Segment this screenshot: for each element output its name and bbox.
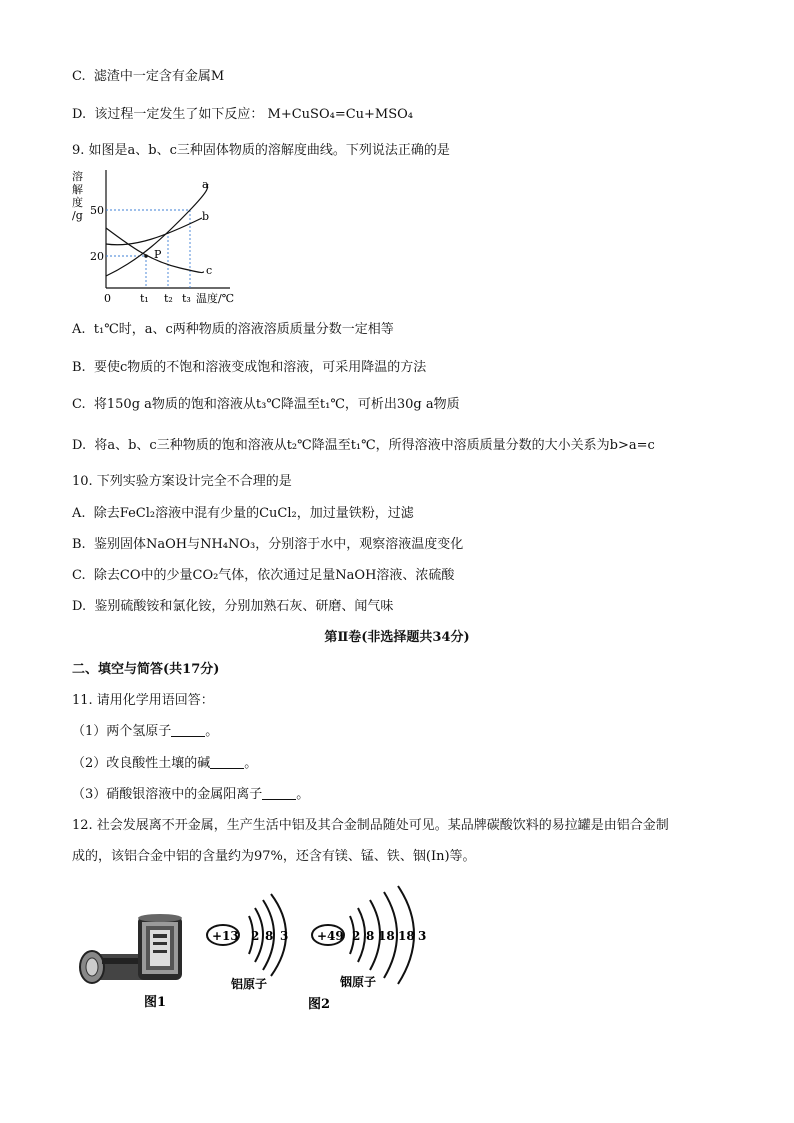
- atom-name: 铟原子: [340, 975, 377, 989]
- option-text: 要使c物质的不饱和溶液变成饱和溶液，可采用降温的方法: [93, 360, 427, 375]
- shell-1-count: 2: [352, 929, 361, 943]
- answer-blank[interactable]: [171, 724, 205, 737]
- point-p: [144, 254, 148, 258]
- option-text: 鉴别固体NaOH与NH₄NO₃，分别溶于水中，观察溶液温度变化: [93, 537, 464, 552]
- option-text: 将a、b、c三种物质的饱和溶液从t₂℃降温至t₁℃，所得溶液中溶质质量分数的大小关系为b>a=c: [94, 438, 655, 453]
- q11-item-3: [72, 786, 309, 804]
- option-prefix: C.: [72, 568, 86, 583]
- option-text: 鉴别硫酸铵和氯化铵，分别加熟石灰、研磨、闻气味: [94, 599, 394, 614]
- q9-option-b: [72, 359, 426, 377]
- q12-text-line1: 12. 社会发展离不开金属，生产生活中铝及其合金制品随处可见。某品牌碳酸饮料的易拉罐是由铝合金制: [72, 818, 669, 833]
- xtick-t2: t₂: [164, 292, 173, 305]
- origin-label: 0: [104, 292, 111, 305]
- curve-b: [106, 218, 202, 245]
- ytick-50: 50: [90, 204, 104, 217]
- q10-option-b: [72, 536, 463, 554]
- option-prefix: C.: [72, 397, 86, 412]
- y-axis-label-1: 溶: [72, 170, 83, 183]
- y-axis-label-4: /g: [72, 209, 83, 222]
- xtick-t3: t₃: [182, 292, 191, 305]
- atom-name: 铝原子: [231, 977, 268, 991]
- shell-1-count: 2: [251, 929, 260, 943]
- q12-text-line2: 成的，该铝合金中铝的含量约为97%，还含有镁、锰、铁、铟(In)等。: [72, 849, 476, 864]
- item-end: 。: [205, 724, 219, 739]
- q8-option-d: [72, 106, 413, 124]
- q9-option-c: [72, 396, 460, 414]
- q10-option-c: [72, 567, 454, 585]
- item-end: 。: [296, 787, 310, 802]
- reaction-formula: M+CuSO₄=Cu+MSO₄: [267, 107, 414, 122]
- answer-blank[interactable]: [210, 756, 244, 769]
- curve-a: [106, 184, 208, 276]
- aluminum-atom-structure: [205, 888, 305, 1000]
- curve-a-label: a: [202, 178, 209, 191]
- nucleus-charge: +49: [317, 929, 344, 943]
- option-text: t₁℃时，a、c两种物质的溶液溶质质量分数一定相等: [93, 322, 394, 337]
- option-text: 除去FeCl₂溶液中混有少量的CuCl₂，加过量铁粉，过滤: [93, 506, 414, 521]
- item-label: （3）硝酸银溶液中的金属阳离子: [72, 787, 263, 802]
- q11-item-2: [72, 755, 257, 773]
- figure1-cans-image: [72, 912, 202, 1012]
- shell-3-count: 3: [280, 929, 289, 943]
- standing-can: [138, 914, 182, 980]
- section-title: 第Ⅱ卷(非选择题共34分): [324, 630, 470, 645]
- answer-blank[interactable]: [262, 787, 296, 800]
- option-text: 将150g a物质的饱和溶液从t₃℃降温至t₁℃，可析出30g a物质: [93, 397, 460, 412]
- item-end: 。: [244, 756, 258, 771]
- q10-option-a: [72, 505, 414, 523]
- shell-2-count: 8: [265, 929, 274, 943]
- q11-stem: 11. 请用化学用语回答：: [72, 693, 214, 708]
- q9-option-d: [72, 437, 655, 455]
- curve-c-label: c: [206, 264, 213, 277]
- figure1-label: 图1: [144, 995, 167, 1010]
- option-text: 该过程一定发生了如下反应：: [94, 107, 264, 122]
- curve-b-label: b: [202, 210, 210, 223]
- figure2-label: 图2: [308, 997, 331, 1012]
- shell-2-count: 8: [366, 929, 375, 943]
- q9-stem: 9. 如图是a、b、c三种固体物质的溶解度曲线。下列说法正确的是: [72, 143, 450, 158]
- q9-option-a: [72, 321, 394, 339]
- indium-atom-structure: [306, 880, 446, 1020]
- nucleus-charge: +13: [212, 929, 239, 943]
- y-axis-label-3: 度: [72, 196, 83, 209]
- option-prefix: D.: [72, 438, 87, 453]
- option-prefix: D.: [72, 107, 87, 122]
- shell-4-count: 18: [398, 929, 415, 943]
- option-prefix: A.: [72, 322, 86, 337]
- x-axis-label: 温度/℃: [196, 292, 235, 305]
- item-label: （2）改良酸性土壤的碱: [72, 756, 211, 771]
- shell-5-count: 3: [418, 929, 427, 943]
- option-prefix: A.: [72, 506, 86, 521]
- option-prefix: B.: [72, 537, 86, 552]
- xtick-t1: t₁: [140, 292, 149, 305]
- q8-option-c: [72, 68, 224, 86]
- part-title: 二、填空与简答(共17分): [72, 662, 220, 677]
- option-text: 滤渣中一定含有金属M: [93, 69, 225, 84]
- option-prefix: C.: [72, 69, 86, 84]
- option-prefix: B.: [72, 360, 86, 375]
- q10-stem: 10. 下列实验方案设计完全不合理的是: [72, 474, 292, 489]
- ytick-20: 20: [90, 250, 104, 263]
- option-text: 除去CO中的少量CO₂气体，依次通过足量NaOH溶液、浓硫酸: [93, 568, 455, 583]
- option-prefix: D.: [72, 599, 87, 614]
- y-axis-label-2: 解: [72, 183, 83, 196]
- solubility-curve-graph: [70, 166, 250, 312]
- q10-option-d: [72, 598, 393, 616]
- item-label: （1）两个氢原子: [72, 724, 172, 739]
- point-p-label: P: [154, 248, 162, 261]
- q11-item-1: [72, 723, 218, 741]
- shell-3-count: 18: [378, 929, 395, 943]
